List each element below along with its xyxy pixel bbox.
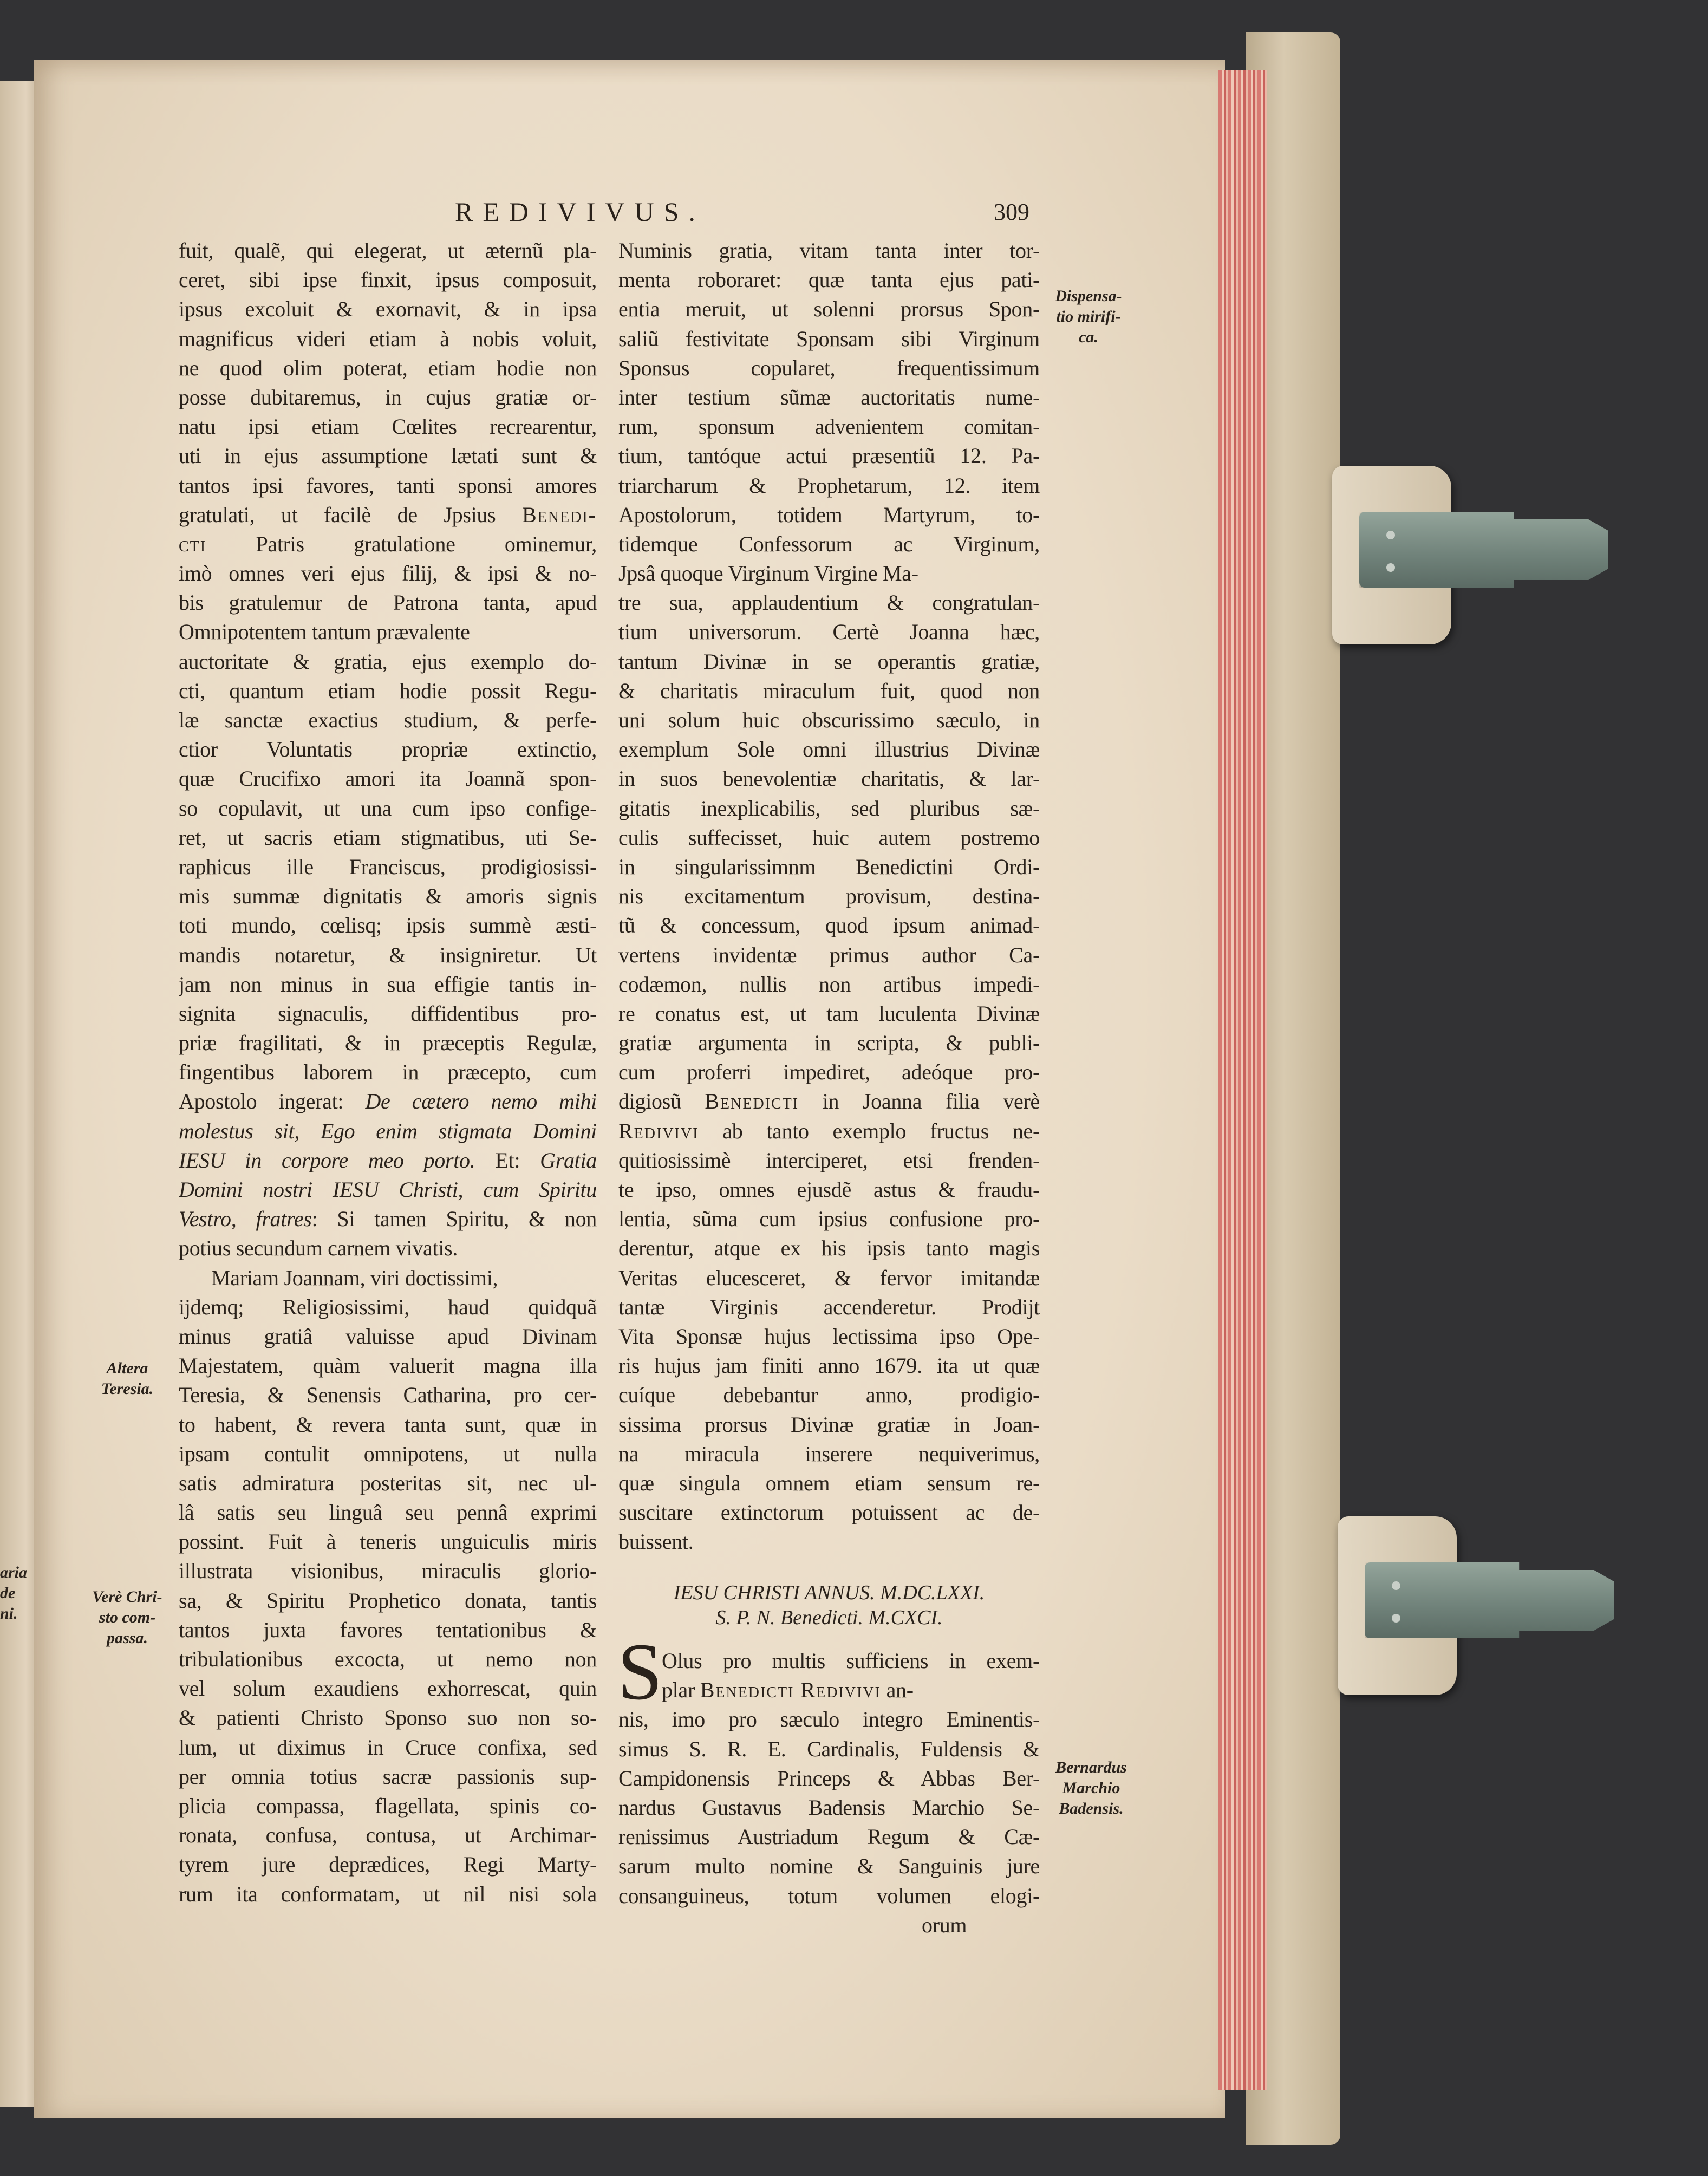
italic-text: molestus sit, Ego enim stigmata Domini [179, 1118, 597, 1143]
text-line [179, 941, 597, 970]
text-segment: satis admiratura posteritas sit, nec ul- [179, 1470, 597, 1495]
text-line [179, 1615, 597, 1645]
text-line [179, 882, 597, 911]
text-line [618, 676, 1040, 706]
running-head: REDIVIVUS. [455, 197, 705, 227]
text-segment: sarum multo nomine & Sanguinis jure [618, 1854, 1040, 1879]
text-line [618, 383, 1040, 412]
small-caps-text: Benedicti [705, 1089, 799, 1114]
text-line [618, 354, 1040, 383]
text-line [618, 764, 1040, 793]
text-segment: ris hujus jam finiti anno 1679. ita ut quæ [618, 1353, 1040, 1378]
text-line [179, 1850, 597, 1879]
note-line: de [0, 1584, 16, 1602]
text-segment: gratiæ argumenta in scripta, & publi- [618, 1031, 1040, 1056]
rivet-icon [1386, 563, 1395, 572]
text-segment: tũ & concessum, quod ipsum animad- [618, 913, 1040, 938]
text-segment: signita signaculis, diffidentibus pro- [179, 1001, 597, 1026]
page-number: 309 [994, 199, 1029, 225]
text-segment: to habent, & revera tanta sunt, quæ in [179, 1412, 597, 1437]
text-segment: fingentibus laborem in præcepto, cum [179, 1060, 597, 1085]
note-line: passa. [107, 1629, 148, 1647]
note-line: Bernardus [1055, 1758, 1127, 1776]
text-segment: simus S. R. E. Cardinalis, Fuldensis & [618, 1736, 1040, 1761]
text-segment: quæ Crucifixo amori ita Joannã spon- [179, 766, 597, 791]
text-line [179, 236, 597, 265]
text-segment: & patienti Christo Sponso suo non so- [179, 1705, 597, 1730]
text-segment: Sponsus copularet, frequentissimum [618, 355, 1040, 380]
text-segment: posse dubitaremus, in cujus gratiæ or- [179, 385, 597, 409]
text-segment: quitiosissimè interciperet, etsi frenden- [618, 1148, 1040, 1172]
text-line [179, 1674, 597, 1703]
text-segment: Teresia, & Senensis Catharina, pro cer- [179, 1383, 597, 1408]
text-segment: Numinis gratia, vitam tanta inter tor- [618, 238, 1040, 263]
text-line [179, 383, 597, 412]
text-line [618, 412, 1040, 441]
text-segment: an- [881, 1678, 914, 1703]
text-line [179, 1175, 597, 1204]
text-segment: Patris gratulatione ominemur, [206, 531, 597, 556]
text-segment: lum, ut diximus in Cruce confixa, sed [179, 1735, 597, 1760]
text-line [618, 1793, 1040, 1822]
text-segment: in suos benevolentiæ charitatis, & lar- [618, 766, 1040, 791]
text-line [179, 1439, 597, 1469]
text-line [618, 1351, 1040, 1380]
text-segment: & charitatis miraculum fuit, quod non [618, 678, 1040, 703]
text-segment: tantos juxta favores tentationibus & [179, 1617, 597, 1642]
text-line [618, 1322, 1040, 1351]
text-segment: uni solum huic obscurissimo sæculo, in [618, 708, 1040, 732]
text-line [618, 1764, 1040, 1793]
text-line [179, 265, 597, 295]
heading-line-year: IESU CHRISTI ANNUS. M.DC.LXXI. [673, 1581, 985, 1604]
text-segment: na miracula inserere nequiverimus, [618, 1441, 1040, 1466]
text-segment: vel solum exaudiens exhorrescat, quin [179, 1676, 597, 1701]
text-segment: tidemque Confessorum ac Virginum, [618, 531, 1040, 556]
text-line [179, 1527, 597, 1556]
text-line [618, 970, 1040, 999]
text-line [179, 1293, 597, 1322]
text-line [618, 706, 1040, 735]
text-segment: nis, imo pro sæculo integro Eminentis- [618, 1707, 1040, 1732]
text-segment: mis summæ dignitatis & amoris signis [179, 884, 597, 909]
text-line [618, 1410, 1040, 1439]
text-segment: vertens invidentæ primus author Ca- [618, 942, 1040, 967]
text-segment: plicia compassa, flagellata, spinis co- [179, 1793, 597, 1818]
text-line [618, 1705, 1040, 1734]
text-line [179, 1087, 597, 1116]
text-line [618, 1146, 1040, 1175]
text-segment: ipsam contulit omnipotens, ut nulla [179, 1441, 597, 1466]
text-segment: tre sua, applaudentium & congratulan- [618, 590, 1040, 615]
text-segment: triarcharum & Prophetarum, 12. item [618, 473, 1040, 498]
text-segment: Apostolo ingerat: [179, 1089, 366, 1114]
text-line [618, 471, 1040, 500]
text-line [618, 530, 1040, 559]
text-segment: Majestatem, quàm valuerit magna illa [179, 1353, 597, 1378]
note-line: ca. [1079, 328, 1098, 346]
text-segment: quæ singula omnem etiam sensum re- [618, 1470, 1040, 1495]
left-text-column [179, 236, 597, 1909]
text-line [179, 1351, 597, 1380]
italic-text: Gratia [540, 1148, 597, 1172]
heading-line-benedict: S. P. N. Benedicti. M.CXCI. [715, 1606, 943, 1629]
text-segment: bis gratulemur de Patrona tanta, apud [179, 590, 597, 615]
book-clasp-lower [1338, 1516, 1641, 1695]
text-line [618, 1469, 1040, 1498]
text-line [179, 1263, 597, 1293]
text-line [618, 1087, 1040, 1116]
text-segment: ijdemq; Religiosissimi, haud quidquã [179, 1294, 597, 1319]
text-line [179, 530, 597, 559]
text-segment: re conatus est, ut tam luculenta Divinæ [618, 1001, 1040, 1026]
text-segment: tium, tantóque actui præsentiũ 12. Pa- [618, 444, 1040, 468]
text-segment: raphicus ille Franciscus, prodigiosissi- [179, 854, 597, 879]
text-line [618, 1911, 1040, 1940]
text-line [618, 1117, 1040, 1146]
note-line: Teresia. [101, 1380, 154, 1398]
rivet-icon [1392, 1614, 1400, 1623]
text-segment: : Si tamen Spiritu, & non [311, 1207, 597, 1232]
text-line [618, 882, 1040, 911]
margin-note-dispensatio [1053, 286, 1124, 348]
text-line [618, 1676, 1040, 1705]
note-line: Badensis. [1059, 1800, 1124, 1817]
italic-text: De cætero nemo mihi [365, 1089, 597, 1114]
text-line [618, 823, 1040, 852]
text-segment: Veritas elucesceret, & fervor imitandæ [618, 1265, 1040, 1290]
text-segment: inter testium sũmæ auctoritatis nume- [618, 385, 1040, 409]
text-segment: codæmon, nullis non artibus impedi- [618, 972, 1040, 996]
text-line [618, 500, 1040, 530]
text-line [618, 1204, 1040, 1234]
text-segment: tantum Divinæ in se operantis gratiæ, [618, 649, 1040, 674]
text-line [179, 1791, 597, 1821]
text-segment: possint. Fuit à teneris unguiculis miris [179, 1529, 597, 1554]
text-segment: te ipso, omnes ejusdẽ astus & fraudu- [618, 1177, 1040, 1202]
text-segment: saliũ festivitate Sponsam sibi Virginum [618, 326, 1040, 351]
text-line [179, 1322, 597, 1351]
text-segment: suscitare extinctorum potuissent ac de- [618, 1500, 1040, 1525]
right-text-column [618, 236, 1040, 1556]
text-line [179, 1762, 597, 1791]
text-line [179, 1703, 597, 1732]
text-line [618, 236, 1040, 265]
text-segment: fuit, qualẽ, qui elegerat, ut æternũ pla- [179, 238, 597, 263]
text-segment: orum [922, 1912, 967, 1937]
text-segment: Omnipotentem tantum prævalente [179, 620, 470, 644]
text-line [179, 617, 597, 647]
text-segment: ret, ut sacris etiam stigmatibus, uti Se- [179, 825, 597, 850]
text-line [618, 617, 1040, 647]
note-line: sto com- [99, 1608, 156, 1626]
text-segment: rum, sponsum advenientem comitan- [618, 414, 1040, 439]
text-segment: menta roboraret: quæ tanta ejus pati- [618, 268, 1040, 292]
text-segment: tyrem jure deprædices, Regi Marty- [179, 1852, 597, 1877]
note-line: Altera [106, 1359, 148, 1377]
text-segment: nis excitamentum provisum, destina- [618, 884, 1040, 909]
text-segment: cum proferri impediret, adeóque pro- [618, 1060, 1040, 1085]
text-line [179, 1410, 597, 1439]
text-line [618, 794, 1040, 823]
text-segment: tribulationibus excocta, ut nemo non [179, 1647, 597, 1671]
text-line [179, 1498, 597, 1527]
text-line [179, 1733, 597, 1762]
text-line [179, 412, 597, 441]
small-caps-text: Redivivi [618, 1118, 699, 1143]
text-line [618, 1293, 1040, 1322]
text-line [179, 1469, 597, 1498]
text-line [179, 647, 597, 676]
small-caps-text: Benedi- [522, 502, 597, 527]
text-segment: magnificus videri etiam à nobis voluit, [179, 326, 597, 351]
text-line [618, 1527, 1040, 1556]
text-segment: auctoritate & gratia, ejus exemplo do- [179, 649, 597, 674]
text-segment: priæ fragilitati, & in præceptis Regulæ, [179, 1031, 597, 1056]
text-segment: illustrata visionibus, miraculis glorio- [179, 1559, 597, 1584]
italic-text: IESU in corpore meo porto. [179, 1148, 475, 1172]
small-caps-text: cti [179, 531, 207, 556]
text-segment: so copulavit, ut una cum ipso confige- [179, 796, 597, 820]
text-segment: renissimus Austriadum Regum & Cæ- [618, 1825, 1040, 1849]
rivet-icon [1386, 531, 1395, 539]
text-segment: uti in ejus assumptione lætati sunt & [179, 444, 597, 468]
text-segment: cti, quantum etiam hodie possit Regu- [179, 678, 597, 703]
text-segment: sissima prorsus Divinæ gratiæ in Joan- [618, 1412, 1040, 1437]
note-line: Dispensa- [1055, 287, 1122, 305]
text-segment: gratulati, ut facilè de Jpsius [179, 502, 523, 527]
text-line [618, 1234, 1040, 1263]
text-line [618, 559, 1040, 588]
margin-note-previous-page [0, 1562, 32, 1624]
text-line [618, 999, 1040, 1028]
text-segment: Et: [475, 1148, 540, 1172]
text-line [618, 1852, 1040, 1881]
text-line [618, 1028, 1040, 1058]
text-line [618, 295, 1040, 324]
text-segment: derentur, atque ex his ipsis tanto magis [618, 1236, 1040, 1261]
text-segment: tium universorum. Certè Joanna hæc, [618, 620, 1040, 644]
clasp-metal-plate [1365, 1562, 1614, 1638]
text-line [618, 324, 1040, 354]
margin-note-vere-christo [87, 1587, 168, 1649]
text-line [618, 1822, 1040, 1852]
text-line [179, 1028, 597, 1058]
text-segment: plar [662, 1678, 700, 1703]
drop-cap: S [617, 1627, 663, 1717]
text-segment: in Joanna filia verè [799, 1089, 1040, 1114]
text-line [618, 1498, 1040, 1527]
book-clasp-upper [1332, 466, 1635, 644]
text-line [179, 999, 597, 1028]
text-segment: Vita Sponsæ hujus lectissima ipso Ope- [618, 1324, 1040, 1348]
text-line [618, 735, 1040, 764]
text-segment: ab tanto exemplo fructus ne- [699, 1118, 1040, 1143]
text-line [618, 1263, 1040, 1293]
text-line [618, 1175, 1040, 1204]
text-line [179, 676, 597, 706]
section-heading [618, 1580, 1040, 1630]
text-line [179, 735, 597, 764]
text-segment: consanguineus, totum volumen elogi- [618, 1883, 1040, 1908]
text-segment: Mariam Joannam, viri doctissimi, [211, 1265, 498, 1290]
text-line [618, 265, 1040, 295]
text-line [179, 295, 597, 324]
text-segment: minus gratiâ valuisse apud Divinam [179, 1324, 597, 1348]
italic-text: Vestro, fratres [179, 1207, 312, 1232]
text-line [618, 941, 1040, 970]
text-line [179, 354, 597, 383]
text-line [179, 471, 597, 500]
text-line [179, 911, 597, 940]
text-segment: ne quod olim poterat, etiam hodie non [179, 355, 597, 380]
text-segment: digiosũ [618, 1089, 705, 1114]
text-line [179, 706, 597, 735]
text-segment: natu ipsi etiam Cœlites recrearentur, [179, 414, 597, 439]
text-line [179, 324, 597, 354]
text-segment: lâ satis seu linguâ seu pennâ exprimi [179, 1500, 597, 1525]
text-line [618, 1439, 1040, 1469]
text-line [618, 1646, 1040, 1676]
text-segment: Apostolorum, totidem Martyrum, to- [618, 502, 1040, 527]
small-caps-text: Benedicti Redivivi [700, 1678, 881, 1703]
note-line: ni. [0, 1605, 18, 1623]
text-line [618, 588, 1040, 617]
text-segment: buissent. [618, 1529, 694, 1554]
text-segment: Campidonensis Princeps & Abbas Ber- [618, 1765, 1040, 1790]
text-line [179, 852, 597, 882]
text-line [179, 1058, 597, 1087]
text-segment: exemplum Sole omni illustrius Divinæ [618, 737, 1040, 762]
text-segment: Olus pro multis sufficiens in exem- [662, 1649, 1040, 1673]
text-line [179, 500, 597, 530]
text-line [618, 1058, 1040, 1087]
text-line [179, 1204, 597, 1234]
text-segment: mandis notaretur, & insigniretur. Ut [179, 942, 597, 967]
text-segment: in singularissimnm Benedictini Ordi- [618, 854, 1040, 879]
note-line: Marchio [1062, 1779, 1120, 1797]
text-line [179, 1880, 597, 1909]
text-line [179, 1146, 597, 1175]
text-segment: tantæ Virginis accenderetur. Prodijt [618, 1294, 1040, 1319]
text-segment: lentia, sũma cum ipsius confusione pro- [618, 1207, 1040, 1232]
text-segment: gitatis inexplicabilis, sed pluribus sæ- [618, 796, 1040, 820]
margin-note-altera-teresia [92, 1358, 162, 1399]
text-line [618, 441, 1040, 471]
clasp-metal-plate [1359, 512, 1608, 588]
text-line [179, 794, 597, 823]
note-line: Verè Chri- [92, 1588, 162, 1606]
text-segment: potius secundum carnem vivatis. [179, 1236, 458, 1261]
text-segment: cuíque debebantur anno, prodigio- [618, 1383, 1040, 1408]
text-line [179, 970, 597, 999]
text-line [618, 1380, 1040, 1410]
text-line [179, 1645, 597, 1674]
text-line [179, 1117, 597, 1146]
text-line [618, 1735, 1040, 1764]
text-segment: ctior Voluntatis propriæ extinctio, [179, 737, 597, 762]
text-segment: tantos ipsi favores, tanti sponsi amores [179, 473, 597, 498]
text-line [179, 764, 597, 793]
text-segment: rum ita conformatam, ut nil nisi sola [179, 1881, 597, 1906]
text-line [179, 1821, 597, 1850]
text-segment: per omnia totius sacræ passionis sup- [179, 1764, 597, 1789]
text-segment: imò omnes veri ejus filij, & ipsi & no- [179, 561, 597, 586]
note-line: aria [0, 1563, 28, 1581]
margin-note-bernardus [1048, 1757, 1135, 1819]
text-line [179, 441, 597, 471]
text-segment: Jpsâ quoque Virginum Virgine Ma- [618, 561, 918, 586]
text-line [179, 823, 597, 852]
text-line [618, 852, 1040, 882]
text-segment: entia meruit, ut solenni prorsus Spon- [618, 297, 1040, 322]
text-segment: ipsus excoluit & exornavit, & in ipsa [179, 297, 597, 322]
text-line [618, 911, 1040, 940]
text-line [618, 1881, 1040, 1911]
text-segment: culis suffecisset, huic autem postremo [618, 825, 1040, 850]
text-line [179, 1556, 597, 1586]
text-line [179, 1586, 597, 1615]
text-segment: toti mundo, cœlisq; ipsis summè æsti- [179, 913, 597, 938]
text-segment: jam non minus in sua effigie tantis in- [179, 972, 597, 996]
text-segment: læ sanctæ exactius studium, & perfe- [179, 708, 597, 732]
text-line [179, 559, 597, 588]
note-line: tio mirifi- [1056, 308, 1121, 325]
text-segment: nardus Gustavus Badensis Marchio Se- [618, 1795, 1040, 1820]
red-page-edges [1218, 70, 1267, 2090]
text-segment: sa, & Spiritu Prophetico donata, tantis [179, 1588, 597, 1613]
italic-text: Domini nostri IESU Christi, cum Spiritu [179, 1177, 597, 1202]
text-line [179, 588, 597, 617]
text-segment: ronata, confusa, contusa, ut Archimar- [179, 1823, 597, 1848]
rivet-icon [1392, 1581, 1400, 1590]
text-line [618, 647, 1040, 676]
text-segment: ceret, sibi ipse finxit, ipsus composuit, [179, 268, 597, 292]
paragraph-column [618, 1646, 1040, 1940]
text-line [179, 1380, 597, 1410]
text-line [179, 1234, 597, 1263]
